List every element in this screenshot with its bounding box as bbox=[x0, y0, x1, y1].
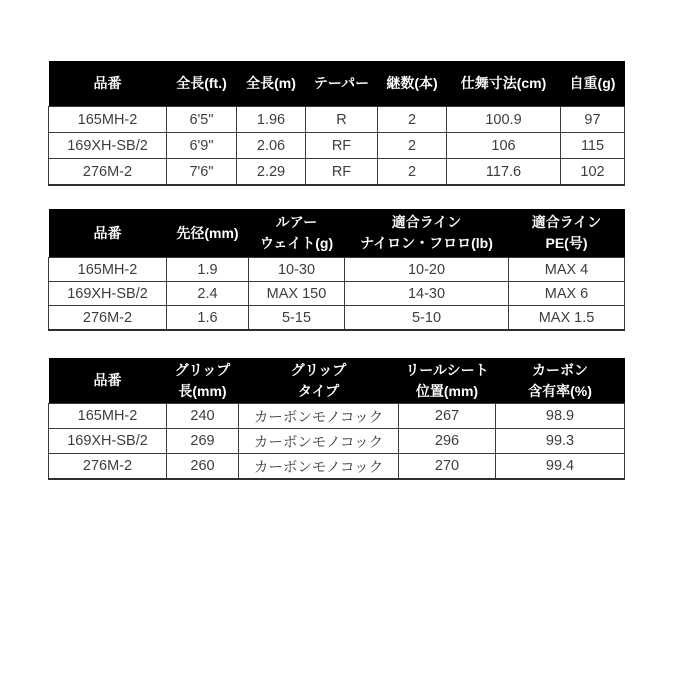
table-row bbox=[49, 282, 625, 306]
header-tip-diameter: 先径(mm) bbox=[167, 209, 249, 258]
table-row bbox=[49, 133, 625, 159]
cell-reelseat-position: 270 bbox=[399, 454, 496, 480]
cell-line-pe: MAX 6 bbox=[509, 282, 625, 306]
header-length-ft: 全長(ft.) bbox=[167, 61, 237, 107]
header-lure-weight: ルアー ウェイト(g) bbox=[249, 209, 345, 258]
cell-tip-diameter: 2.4 bbox=[167, 282, 249, 306]
cell-reelseat-position: 296 bbox=[399, 429, 496, 454]
cell-model: 165MH-2 bbox=[49, 404, 167, 429]
spec-table-dimensions bbox=[48, 61, 625, 186]
cell-taper: R bbox=[306, 107, 378, 133]
table-row bbox=[49, 454, 625, 480]
cell-length-m: 2.29 bbox=[237, 159, 306, 186]
cell-carbon-content: 99.4 bbox=[496, 454, 625, 480]
cell-grip-type: カーボンモノコック bbox=[239, 429, 399, 454]
cell-length-m: 2.06 bbox=[237, 133, 306, 159]
cell-tip-diameter: 1.6 bbox=[167, 306, 249, 331]
cell-carbon-content: 99.3 bbox=[496, 429, 625, 454]
table-row bbox=[49, 107, 625, 133]
header-carbon-content: カーボン 含有率(%) bbox=[496, 358, 625, 404]
table-row bbox=[49, 306, 625, 331]
cell-grip-type: カーボンモノコック bbox=[239, 404, 399, 429]
header-line-pe: 適合ライン PE(号) bbox=[509, 209, 625, 258]
cell-lure-weight: 5-15 bbox=[249, 306, 345, 331]
spec-table-line bbox=[48, 209, 625, 331]
cell-model: 165MH-2 bbox=[49, 107, 167, 133]
cell-closed-length: 106 bbox=[447, 133, 561, 159]
header-grip-length: グリップ 長(mm) bbox=[167, 358, 239, 404]
cell-taper: RF bbox=[306, 159, 378, 186]
cell-tip-diameter: 1.9 bbox=[167, 258, 249, 282]
cell-line-pe: MAX 4 bbox=[509, 258, 625, 282]
header-closed-length: 仕舞寸法(cm) bbox=[447, 61, 561, 107]
cell-pieces: 2 bbox=[378, 107, 447, 133]
table-header-row bbox=[49, 209, 625, 258]
cell-weight: 97 bbox=[561, 107, 625, 133]
cell-grip-type: カーボンモノコック bbox=[239, 454, 399, 480]
header-reelseat-position: リールシート 位置(mm) bbox=[399, 358, 496, 404]
cell-pieces: 2 bbox=[378, 133, 447, 159]
table-row bbox=[49, 258, 625, 282]
header-model: 品番 bbox=[49, 209, 167, 258]
header-model: 品番 bbox=[49, 61, 167, 107]
header-length-m: 全長(m) bbox=[237, 61, 306, 107]
cell-line-nylon-fluoro: 14-30 bbox=[345, 282, 509, 306]
cell-line-pe: MAX 1.5 bbox=[509, 306, 625, 331]
cell-reelseat-position: 267 bbox=[399, 404, 496, 429]
cell-closed-length: 117.6 bbox=[447, 159, 561, 186]
cell-model: 165MH-2 bbox=[49, 258, 167, 282]
table-header-row bbox=[49, 358, 625, 404]
header-model: 品番 bbox=[49, 358, 167, 404]
table-header-row bbox=[49, 61, 625, 107]
header-grip-type: グリップ タイプ bbox=[239, 358, 399, 404]
spec-table-grip bbox=[48, 358, 625, 480]
cell-length-ft: 7'6" bbox=[167, 159, 237, 186]
cell-model: 169XH-SB/2 bbox=[49, 282, 167, 306]
cell-line-nylon-fluoro: 5-10 bbox=[345, 306, 509, 331]
cell-model: 276M-2 bbox=[49, 159, 167, 186]
cell-grip-length: 269 bbox=[167, 429, 239, 454]
cell-length-ft: 6'9" bbox=[167, 133, 237, 159]
cell-model: 169XH-SB/2 bbox=[49, 133, 167, 159]
cell-taper: RF bbox=[306, 133, 378, 159]
cell-model: 276M-2 bbox=[49, 306, 167, 331]
cell-line-nylon-fluoro: 10-20 bbox=[345, 258, 509, 282]
cell-model: 169XH-SB/2 bbox=[49, 429, 167, 454]
cell-grip-length: 240 bbox=[167, 404, 239, 429]
cell-carbon-content: 98.9 bbox=[496, 404, 625, 429]
table-row bbox=[49, 429, 625, 454]
cell-model: 276M-2 bbox=[49, 454, 167, 480]
cell-weight: 115 bbox=[561, 133, 625, 159]
cell-closed-length: 100.9 bbox=[447, 107, 561, 133]
header-line-nylon-fluoro: 適合ライン ナイロン・フロロ(lb) bbox=[345, 209, 509, 258]
table-row bbox=[49, 159, 625, 186]
cell-lure-weight: 10-30 bbox=[249, 258, 345, 282]
cell-length-m: 1.96 bbox=[237, 107, 306, 133]
header-pieces: 継数(本) bbox=[378, 61, 447, 107]
table-row bbox=[49, 404, 625, 429]
header-weight: 自重(g) bbox=[561, 61, 625, 107]
header-taper: テーパー bbox=[306, 61, 378, 107]
cell-length-ft: 6'5" bbox=[167, 107, 237, 133]
cell-pieces: 2 bbox=[378, 159, 447, 186]
cell-lure-weight: MAX 150 bbox=[249, 282, 345, 306]
cell-weight: 102 bbox=[561, 159, 625, 186]
cell-grip-length: 260 bbox=[167, 454, 239, 480]
